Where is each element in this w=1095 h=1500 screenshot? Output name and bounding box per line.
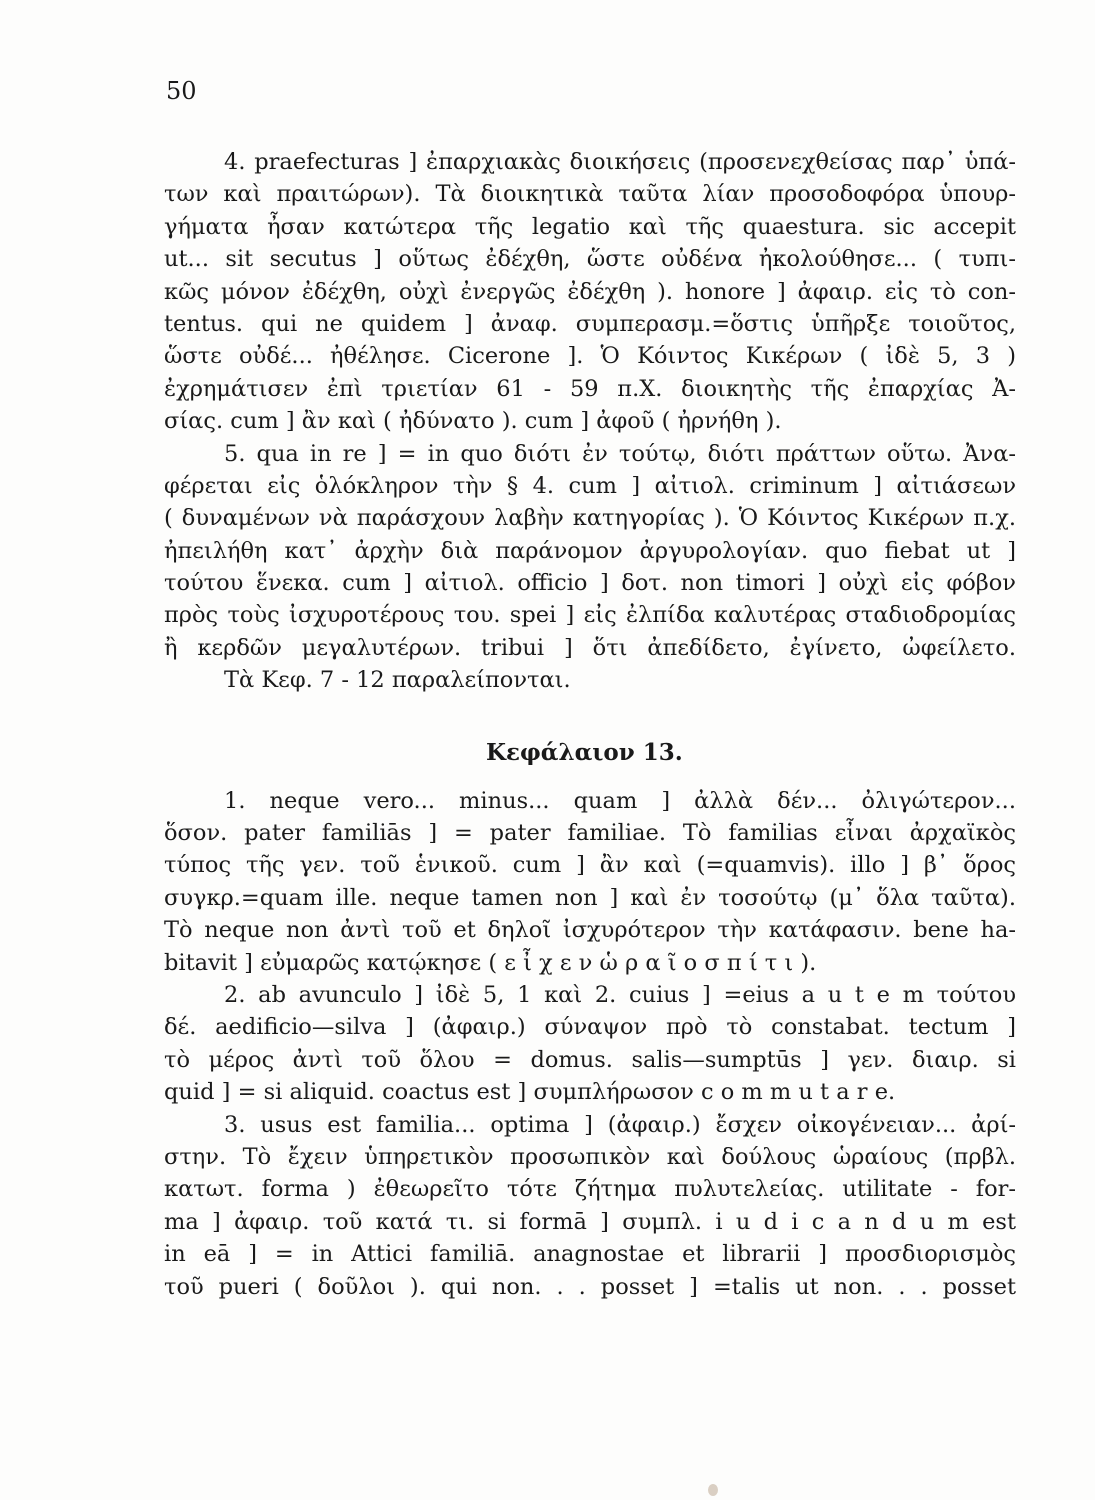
text-line: σίας. cum ] ἂν καὶ ( ἠδύνατο ). cum ] ἀφοῦ ( ἠρνήθη ). xyxy=(164,408,782,435)
text-line: in eā ] = in Attici familiā. anagnostae et librarii ] προσδιορισμὸς xyxy=(164,1241,1016,1268)
text-line: κατωτ. forma ) ἐθεωρεῖτο τότε ζήτημα πυλυτελείας. utilitate - for- xyxy=(164,1176,1016,1203)
text-line: ma ] ἀφαιρ. τοῦ κατά τι. si formā ] συμπλ. i u d i c a n d u m est xyxy=(164,1208,1016,1235)
text-line: ἠπειλήθη κατ᾽ ἀρχὴν διὰ παράνομον ἀργυρολογίαν. quo fiebat ut ] xyxy=(164,537,1016,564)
text-line: τούτου ἕνεκα. cum ] αἰτιολ. officio ] δοτ. non timori ] οὐχὶ εἰς φόβον xyxy=(164,570,1016,597)
text-line: ἐχρημάτισεν ἐπὶ τριετίαν 61 - 59 π.Χ. διοικητὴς τῆς ἐπαρχίας Ἀ- xyxy=(164,375,1016,402)
text-line: ut... sit secutus ] οὕτως ἐδέχθη, ὥστε οὐδένα ἠκολούθησε... ( τυπι- xyxy=(164,246,1016,273)
text-line: κῶς μόνον ἐδέχθη, οὐχὶ ἐνεργῶς ἐδέχθη ). honore ] ἀφαιρ. εἰς τὸ con- xyxy=(164,278,1016,305)
text-line: φέρεται εἰς ὁλόκληρον τὴν § 4. cum ] αἰτιολ. criminum ] αἰτιάσεων xyxy=(164,472,1016,499)
text-line: 1. neque vero... minus... quam ] ἀλλὰ δέν... ὀλιγώτερον... xyxy=(224,787,1016,814)
text-line: πρὸς τοὺς ἰσχυροτέρους του. spei ] εἰς ἐλπίδα καλυτέρας σταδιοδρομίας xyxy=(164,602,1016,629)
text-line: των καὶ πραιτώρων). Τὰ διοικητικὰ ταῦτα λίαν προσοδοφόρα ὑπουρ- xyxy=(164,181,1016,208)
text-line: tentus. qui ne quidem ] ἀναφ. συμπερασμ.=ὅστις ὑπῆρξε τοιοῦτος, xyxy=(164,310,1016,337)
text-line: 2. ab avunculo ] ἰδὲ 5, 1 καὶ 2. cuius ] =eius a u t e m τούτου xyxy=(224,981,1016,1008)
chapter-heading: Κεφάλαιον 13. xyxy=(486,738,683,766)
text-line: 4. praefecturas ] ἐπαρχιακὰς διοικήσεις (προσενεχθείσας παρ᾽ ὑπά- xyxy=(224,149,1016,175)
text-line: ὥστε οὐδέ... ἠθέλησε. Cicerone ]. Ὁ Κόιντος Κικέρων ( ἰδὲ 5, 3 ) xyxy=(164,343,1016,370)
section-chapter-12-notes xyxy=(164,146,1016,697)
text-line: τοῦ pueri ( δοῦλοι ). qui non. . . posset ] =talis ut non. . . posset xyxy=(164,1273,1016,1300)
text-line: 5. qua in re ] = in quo διότι ἐν τούτῳ, διότι πράττων οὕτω. Ἀνα- xyxy=(224,440,1016,467)
commentary-text xyxy=(164,146,1016,1303)
text-line: bitavit ] εὐμαρῶς κατῴκησε ( ε ἶ χ ε ν ὡ ρ α ῖ ο σ π ί τ ι ). xyxy=(164,949,817,976)
text-line: τὸ μέρος ἀντὶ τοῦ ὅλου = domus. salis—sumptūs ] γεν. διαιρ. si xyxy=(164,1046,1016,1073)
page-number: 50 xyxy=(166,77,197,105)
text-line: ( δυναμένων νὰ παράσχουν λαβὴν κατηγορίας ). Ὁ Κόιντος Κικέρων π.χ. xyxy=(164,505,1016,532)
text-line: τύπος τῆς γεν. τοῦ ἑνικοῦ. cum ] ἂν καὶ (=quamvis). illo ] β᾽ ὅρος xyxy=(164,852,1016,879)
text-line: 3. usus est familia... optima ] (ἀφαιρ.) ἔσχεν οἰκογένειαν... ἀρί- xyxy=(224,1111,1016,1138)
paper-stain xyxy=(708,1484,718,1496)
text-line: ἢ κερδῶν μεγαλυτέρων. tribui ] ὅτι ἀπεδίδετο, ἐγίνετο, ὠφείλετο. xyxy=(164,634,1016,661)
section-chapter-13-notes xyxy=(164,785,1016,1303)
text-line: ὅσον. pater familiās ] = pater familiae. Τὸ familias εἶναι ἀρχαϊκὸς xyxy=(164,820,1016,847)
text-line: Τὰ Κεφ. 7 - 12 παραλείπονται. xyxy=(224,667,571,694)
text-line: Τὸ neque non ἀντὶ τοῦ et δηλοῖ ἰσχυρότερον τὴν κατάφασιν. bene ha- xyxy=(164,917,1016,944)
text-line: γήματα ἦσαν κατώτερα τῆς legatio καὶ τῆς quaestura. sic accepit xyxy=(164,213,1016,240)
text-line: συγκρ.=quam ille. neque tamen non ] καὶ ἐν τοσούτῳ (μ᾽ ὅλα ταῦτα). xyxy=(164,884,1016,911)
text-line: δέ. aedificio—silva ] (ἀφαιρ.) σύναψον πρὸ τὸ constabat. tectum ] xyxy=(164,1014,1016,1041)
text-line: στην. Τὸ ἔχειν ὑπηρετικὸν προσωπικὸν καὶ δούλους ὡραίους (πρβλ. xyxy=(164,1143,1016,1170)
text-line: quid ] = si aliquid. coactus est ] συμπλήρωσον c o m m u t a r e. xyxy=(164,1079,896,1106)
